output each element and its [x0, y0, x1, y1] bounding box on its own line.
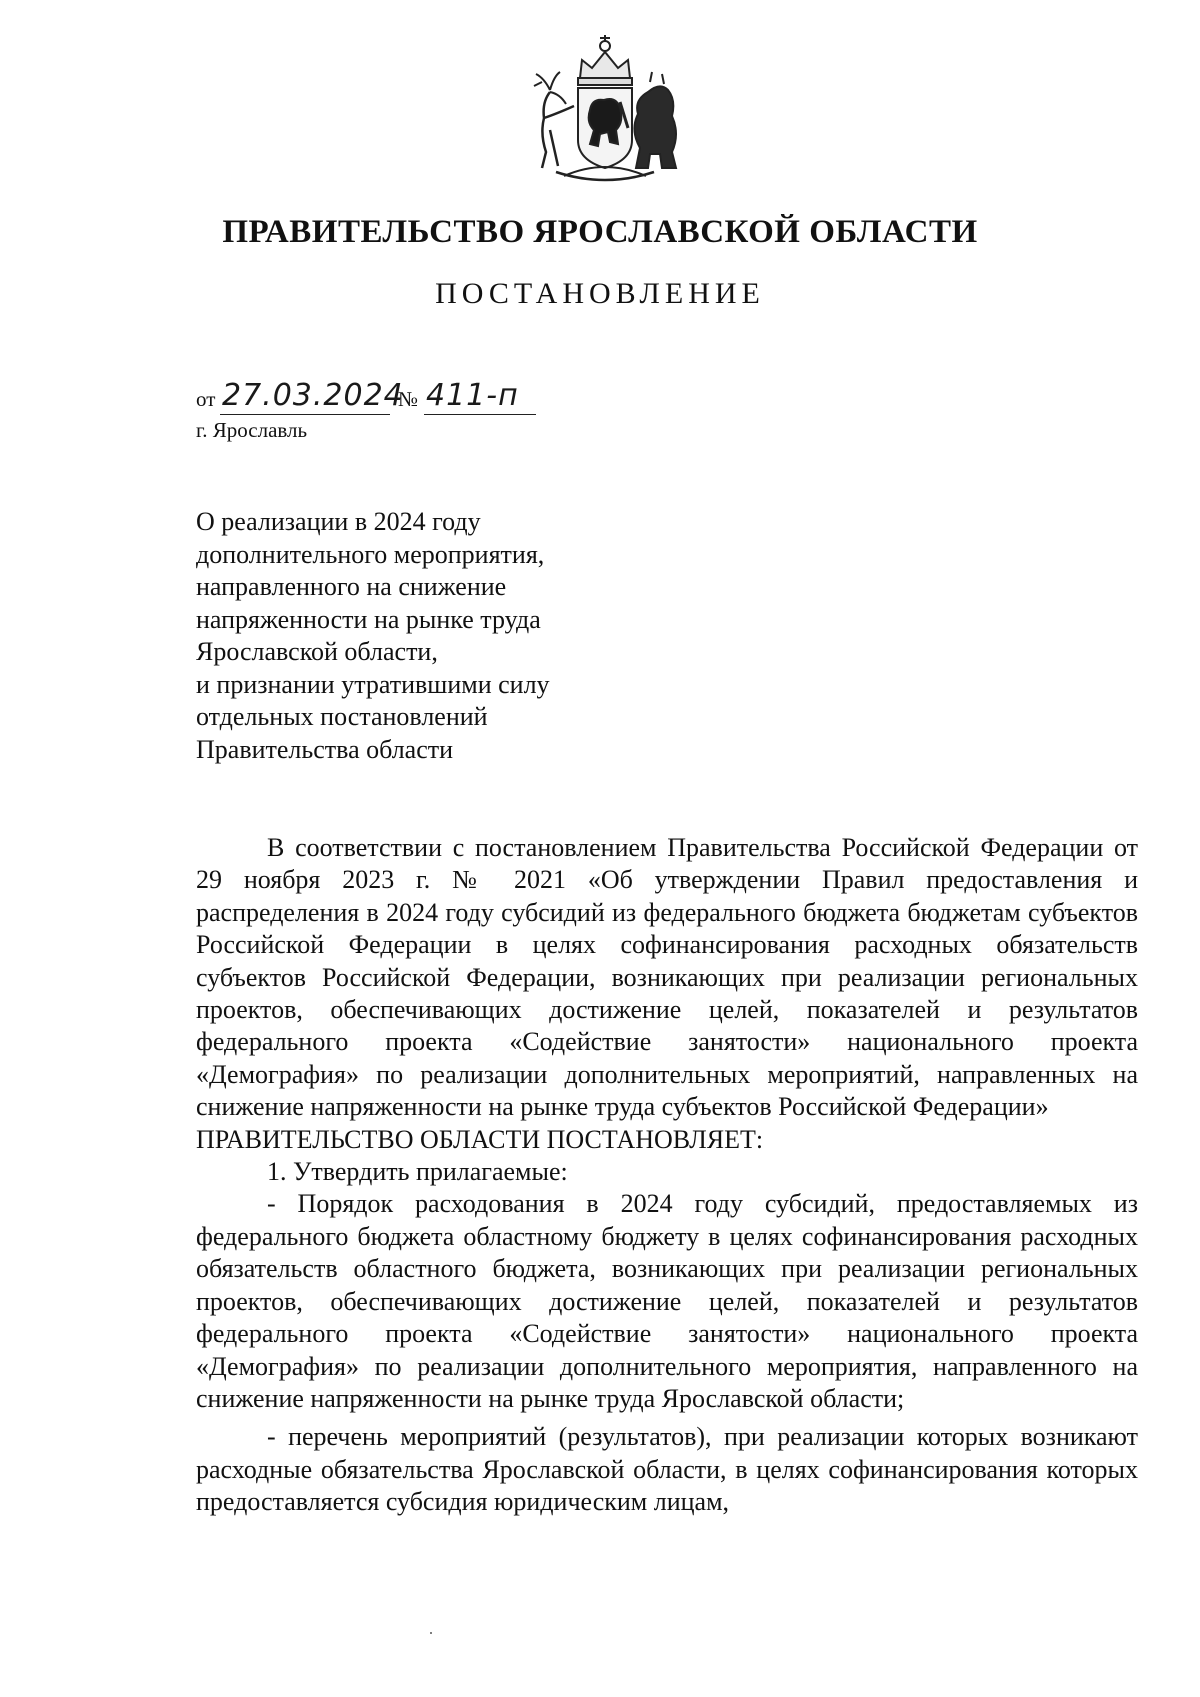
subject-line: Ярославской области,	[196, 637, 438, 666]
subject-heading	[196, 506, 716, 766]
subject-line: Правительства области	[196, 734, 454, 764]
document-type: ПОСТАНОВЛЕНИЕ	[435, 277, 765, 310]
subject-line: направленного на снижение	[196, 572, 507, 601]
item-1-procedure: - Порядок расходования в 2024 году субсидий, предоставляемых из федерального бюджета областному бюджету в целях софинансирования расходных обязательств областного бюджета, возникающих при реализации региональных проектов, обеспечивающих достижение целей, показателей и результатов федерального проекта «Содействие занятости» национального проекта «Демография» по реализации дополнительного мероприятия, направленного на снижение напряженности на рынке труда Ярославской области;	[196, 1189, 1138, 1413]
document-body	[196, 832, 1138, 1519]
subject-line: отдельных постановлений	[196, 702, 488, 731]
number-prefix: №	[398, 387, 419, 411]
document-date: 27.03.2024	[222, 378, 404, 413]
date-number-line	[196, 378, 596, 418]
government-title: ПРАВИТЕЛЬСТВО ЯРОСЛАВСКОЙ ОБЛАСТИ	[222, 214, 978, 250]
scan-speck	[430, 1632, 432, 1634]
coat-of-arms-emblem	[520, 30, 690, 185]
resolves-line: ПРАВИТЕЛЬСТВО ОБЛАСТИ ПОСТАНОВЛЯЕТ:	[196, 1124, 764, 1154]
subject-line: и признании утратившими силу	[196, 669, 550, 699]
city: г. Ярославль	[196, 418, 308, 442]
subject-line: напряженности на рынке труда	[196, 604, 541, 634]
subject-line: О реализации в 2024 году	[196, 507, 481, 536]
item-1-list: - перечень мероприятий (результатов), при реализации которых возникают расходные обязательства Ярославской области, в целях софинансирования которых предоставляется субсидия юридическим лицам,	[196, 1422, 1138, 1517]
item-1: 1. Утвердить прилагаемые:	[267, 1157, 568, 1187]
document-number: 411-п	[424, 378, 536, 415]
date-prefix: от	[196, 387, 216, 411]
preamble-paragraph: В соответствии с постановлением Правительства Российской Федерации от 29 ноября 2023 г. № 2021 «Об утверждении Правил предоставления и распределения в 2024 году субсидий из федерального бюджета бюджетам субъектов Российской Федерации в целях софинансирования расходных обязательств субъектов Российской Федерации, возникающих при реализации региональных проектов, обеспечивающих достижение целей, показателей и результатов федерального проекта «Содействие занятости» национального проекта «Демография» по реализации дополнительных мероприятий, направленных на снижение напряженности на рынке труда субъектов Российской Федерации»	[196, 833, 1138, 1122]
subject-line: дополнительного мероприятия,	[196, 539, 545, 569]
